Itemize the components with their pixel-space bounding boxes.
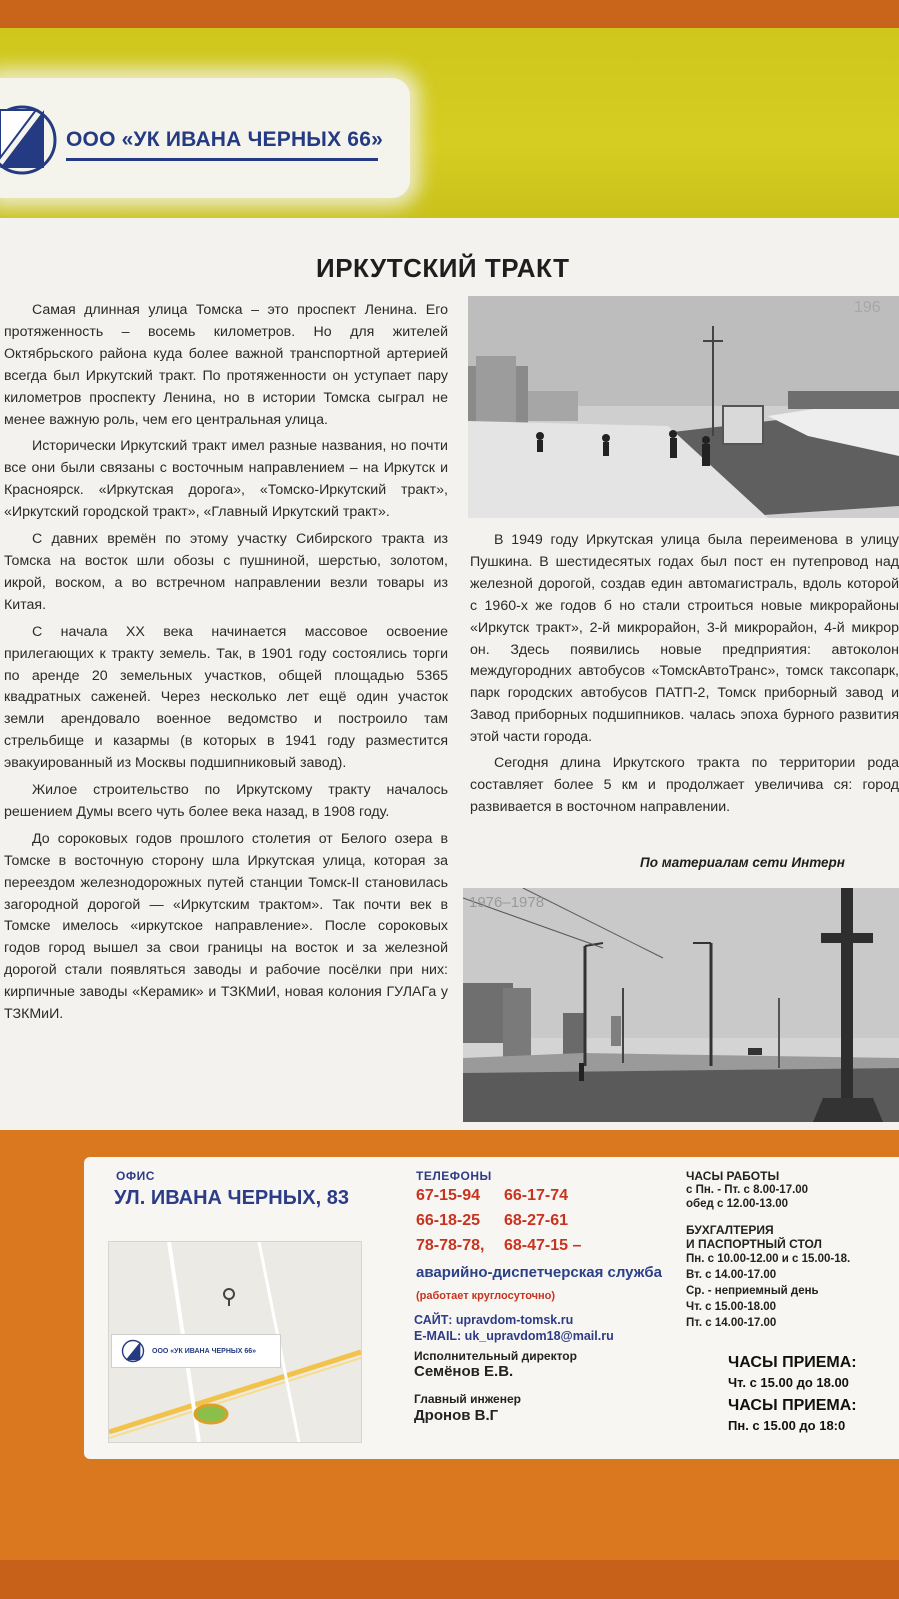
page-top-edge [0, 0, 899, 30]
contact-card [84, 1157, 899, 1459]
phone-number[interactable]: 78-78-78, [416, 1237, 485, 1254]
work-hours-label: ЧАСЫ РАБОТЫ [686, 1169, 780, 1183]
map-label-text: ООО «УК ИВАНА ЧЕРНЫХ 66» [152, 1347, 257, 1355]
office-label: ОФИС [116, 1169, 155, 1183]
phone-number[interactable]: 66-17-74 [504, 1187, 569, 1204]
company-name: ООО «УК ИВАНА ЧЕРНЫХ 66» [66, 128, 383, 151]
company-logo-icon [0, 100, 62, 180]
photo-winter-tract [468, 296, 899, 518]
accounting-label: БУХГАЛТЕРИЯ [686, 1223, 774, 1237]
office-map[interactable] [108, 1241, 362, 1443]
paragraph: В 1949 году Иркутская улица была переименова в улицу Пушкина. В шестидесятых годах был пост ен путепровод над железной дорогой, создав един автомагистраль, вдоль которой с 1960-х же годов б но стали строиться новые микрорайоны «Иркутск тракт», 2-й микрорайон, 3-й микрорайон, 4-й микрор он. Здесь появились новые предприятия: автоколон междугородних автобусов «ТомскАвтоТранс», томск таксопарк, парк городских автобусов ПАТП-2, Томск приборный завод и Завод приборных подшипников. чалась эпоха бурного развития этой части города. [470, 532, 899, 746]
director-name: Семёнов Е.В. [414, 1363, 514, 1380]
accounting-hours-line: Пт. с 14.00-17.00 [686, 1317, 777, 1329]
page-bottom-edge [0, 1560, 899, 1599]
paragraph: Самая длинная улица Томска – это проспект Ленина. Его протяженность – восемь километров. Но для жителей Октябрьского района куда более важной транспортной артерией всегда был Иркутский тракт. По протяженности он уступает пару километров проспекту Ленина, но в истории Томска сыграл не менее важную роль, чем его центральная улица. [4, 302, 448, 428]
engineer-name: Дронов В.Г [414, 1407, 499, 1424]
email-link[interactable]: E-MAIL: uk_upravdom18@mail.ru [414, 1329, 614, 1343]
phone-number[interactable]: 66-18-25 [416, 1212, 481, 1229]
emergency-service [416, 1262, 676, 1307]
phones-label: ТЕЛЕФОНЫ [416, 1169, 492, 1183]
article-title: ИРКУТСКИЙ ТРАКТ [316, 253, 570, 283]
accounting-hours-line: Чт. с 15.00-18.00 [686, 1301, 777, 1313]
reception-hours-label: ЧАСЫ ПРИЕМА: [728, 1397, 857, 1414]
paragraph: Исторически Иркутский тракт имел разные названия, но почти все они были связаны с восточным направлением – на Иркутск и Красноярск. «Иркутская дорога», «Томско-Иркутский тракт», «Иркутский городской тракт», «Главный Иркутский тракт». [4, 438, 448, 521]
emergency-text: аварийно-диспетчерская служба [416, 1264, 662, 1281]
paragraph: Жилое строительство по Иркутскому тракту началось решением Думы всего чуть более века назад, в 1908 году. [4, 782, 448, 820]
paragraph: С начала XX века начинается массовое освоение прилегающих к тракту земель. Так, в 1901 году состоялись торги по аренде 20 земельных участков, общей площадью 5365 квадратных саженей. Через несколько лет ещё один участок земли арендовало военное ведомство и построило там стрельбище и казармы (в которых в 1941 году разместится эвакуированный из Москвы подшипниковый завод). [4, 623, 448, 772]
accounting-hours-line: Ср. - неприемный день [686, 1285, 819, 1297]
phone-number[interactable]: 68-47-15 – [504, 1237, 582, 1254]
director-role: Исполнительный директор [414, 1349, 577, 1363]
photo-street-1970s [463, 888, 899, 1122]
reception-hours-time: Чт. с 15.00 до 18.00 [728, 1375, 849, 1390]
work-hours-line: обед с 12.00-13.00 [686, 1198, 788, 1210]
accounting-hours-line: Вт. с 14.00-17.00 [686, 1269, 777, 1281]
accounting-label: И ПАСПОРТНЫЙ СТОЛ [686, 1237, 822, 1251]
reception-hours-label: ЧАСЫ ПРИЕМА: [728, 1354, 857, 1371]
company-underline [66, 158, 378, 161]
website-link[interactable]: САЙТ: upravdom-tomsk.ru [414, 1313, 574, 1327]
company-logo-icon [118, 1337, 148, 1365]
office-address: УЛ. ИВАНА ЧЕРНЫХ, 83 [114, 1187, 349, 1209]
paragraph: До сороковых годов прошлого столетия от Белого озера в Томске в восточную сторону шла Иркутская улица, которая за переездом железнодорожных путей станции Томск-II становилась загородной дорогой — «Иркутским трактом». Так почти век в Томске имелось «иркутское направление». После сороковых годов город вышел за свои границы на восток и за железной дорогой стали появляться заводы и рабочие посёлки при них: кирпичные заводы «Керамик» и ТЗКМиИ, новая колония ГУЛАГа у ТЗКМиИ. [4, 830, 448, 1023]
photo2-years: 1976–1978 [469, 894, 545, 911]
engineer-role: Главный инженер [414, 1392, 521, 1406]
accounting-hours-line: Пн. с 10.00-12.00 и с 15.00-18. [686, 1253, 851, 1265]
article-left-column [4, 300, 448, 1031]
phone-number[interactable]: 68-27-61 [504, 1212, 569, 1229]
map-company-label [111, 1334, 281, 1368]
photo1-year: 196 [854, 299, 881, 316]
paragraph: С давних времён по этому участку Сибирского тракта из Томска на восток шли обозы с пушниной, шерстью, золотом, икрой, воском, а во встречном направлении везли товары из Китая. [4, 531, 448, 613]
work-hours-line: с Пн. - Пт. с 8.00-17.00 [686, 1184, 809, 1196]
paragraph: Сегодня длина Иркутского тракта по территории рода составляет более 5 км и продолжает увеличива ся: город развивается в восточном направлении. [470, 755, 899, 815]
reception-hours-time: Пн. с 15.00 до 18:0 [728, 1418, 846, 1433]
phone-number[interactable]: 67-15-94 [416, 1187, 481, 1204]
emergency-note: (работает круглосуточно) [416, 1290, 556, 1302]
source-note: По материалам сети Интерн [640, 855, 845, 870]
article-right-column [470, 530, 899, 860]
